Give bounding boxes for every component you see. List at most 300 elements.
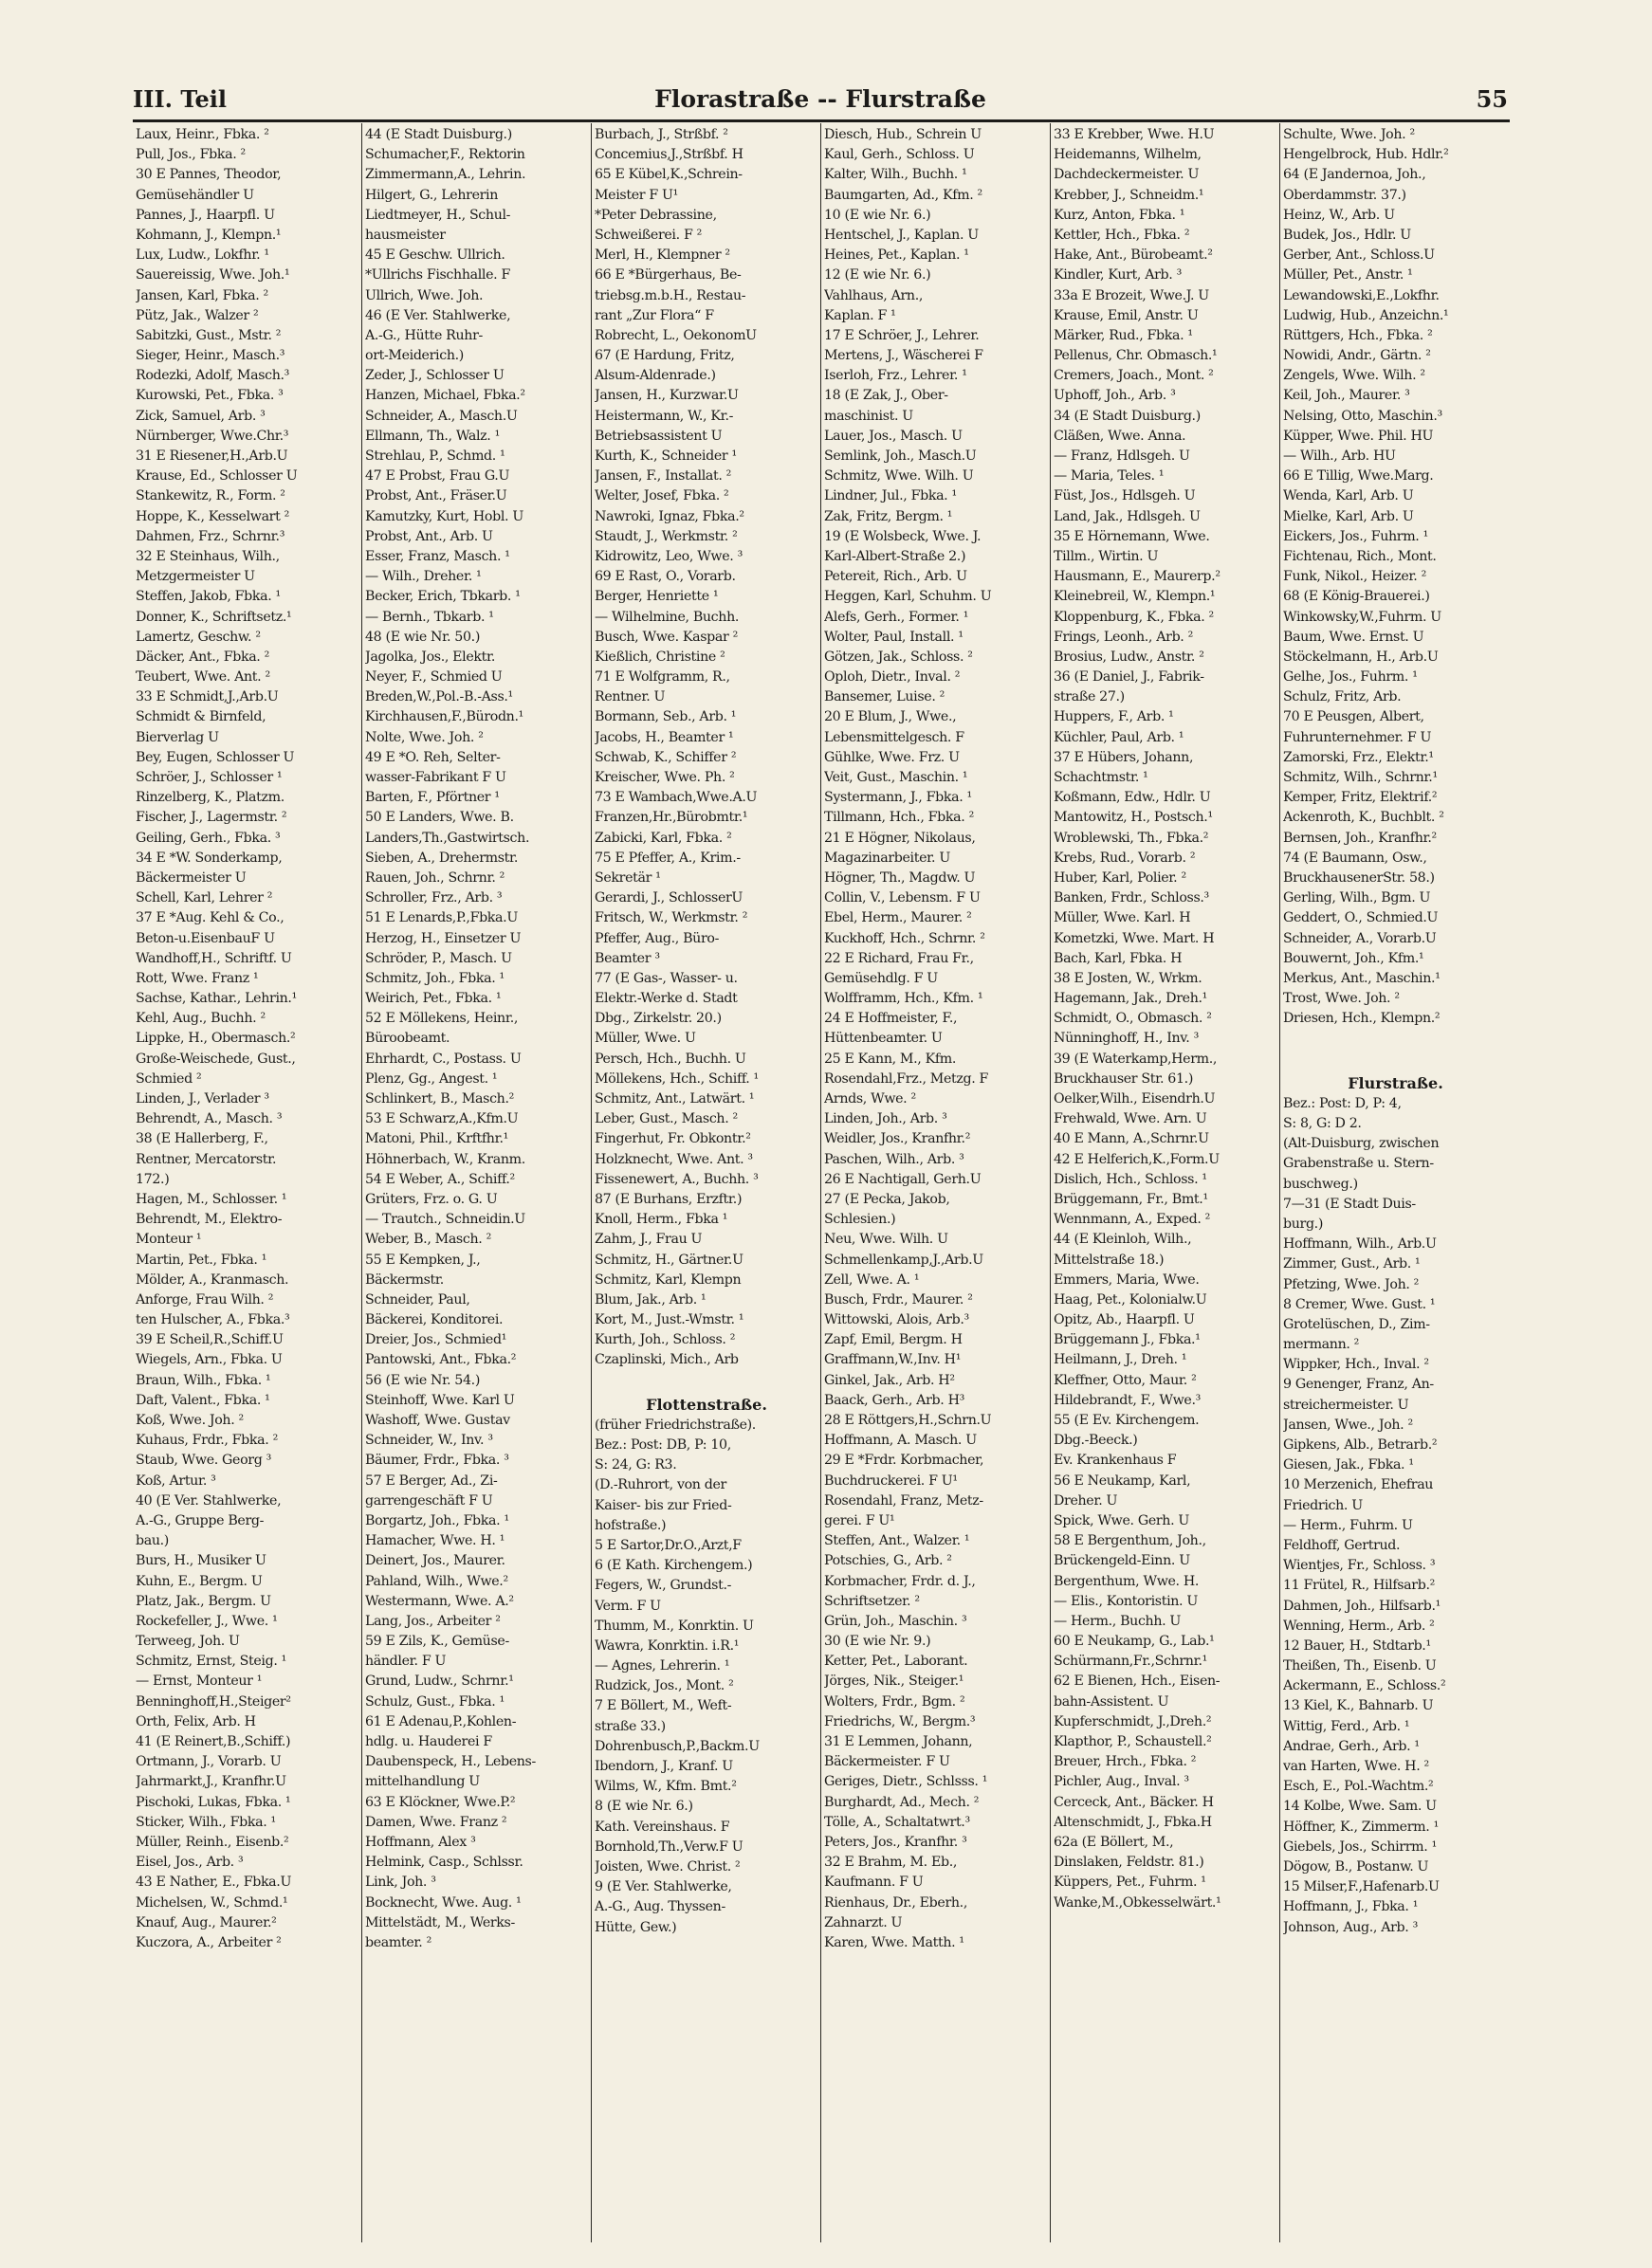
- directory-entry: Kaufmann. F U: [824, 1875, 924, 1891]
- directory-entry: Liedtmeyer, H., Schul-: [365, 207, 511, 223]
- directory-entry: Beton-u.EisenbauF U: [136, 930, 275, 946]
- directory-entry: Bernsen, Joh., Kranfhr.²: [1283, 830, 1437, 846]
- directory-entry: mittelhandlung U: [365, 1774, 480, 1790]
- directory-entry: 29 E *Frdr. Korbmacher,: [824, 1453, 984, 1469]
- directory-entry: Bormann, Seb., Arb. ¹: [595, 709, 737, 725]
- directory-entry: Monteur ¹: [136, 1232, 202, 1248]
- directory-entry: Fuhrunternehmer. F U: [1283, 729, 1432, 745]
- directory-entry: Rentner. U: [595, 689, 666, 705]
- directory-entry: — Herm., Fuhrm. U: [1283, 1517, 1413, 1533]
- directory-entry: Huber, Karl, Polier. ²: [1054, 869, 1186, 886]
- directory-entry: Kalter, Wilh., Buchh. ¹: [824, 167, 967, 183]
- directory-entry: Hilgert, G., Lehrerin: [365, 187, 499, 203]
- directory-entry: Ehrhardt, C., Postass. U: [365, 1051, 522, 1067]
- directory-entry: (D.-Ruhrort, von der: [595, 1477, 726, 1493]
- directory-entry: Paschen, Wilh., Arb. ³: [824, 1151, 964, 1167]
- directory-entry: Gelhe, Jos., Fuhrm. ¹: [1283, 669, 1418, 686]
- directory-entry: 43 E Nather, E., Fbka.U: [136, 1875, 292, 1891]
- directory-entry: Heines, Pet., Kaplan. ¹: [824, 247, 969, 264]
- directory-entry: buschweg.): [1283, 1176, 1358, 1192]
- directory-entry: Nawroki, Ignaz, Fbka.²: [595, 508, 744, 524]
- directory-entry: 69 E Rast, O., Vorarb.: [595, 569, 736, 585]
- directory-entry: Hagen, M., Schlosser. ¹: [136, 1191, 287, 1207]
- directory-entry: 33 E Krebber, Wwe. H.U: [1054, 127, 1215, 142]
- directory-entry: Daft, Valent., Fbka. ¹: [136, 1392, 270, 1408]
- directory-entry: garrengeschäft F U: [365, 1492, 493, 1509]
- directory-entry: Bäckermstr.: [365, 1271, 444, 1288]
- directory-entry: Ketter, Pet., Laborant.: [824, 1654, 968, 1670]
- directory-entry: Dreher. U: [1054, 1492, 1118, 1509]
- directory-entry: Weirich, Pet., Fbka. ¹: [365, 991, 502, 1007]
- directory-entry: Hengelbrock, Hub. Hdlr.²: [1283, 147, 1449, 163]
- directory-entry: Kaiser- bis zur Fried-: [595, 1497, 732, 1513]
- directory-entry: Klapthor, P., Schaustell.²: [1054, 1734, 1212, 1749]
- directory-entry: straße 27.): [1054, 689, 1125, 705]
- directory-entry: Bey, Eugen, Schlosser U: [136, 749, 295, 765]
- directory-entry: Gerling, Wilh., Bgm. U: [1283, 890, 1431, 906]
- directory-entry: Müller, Pet., Anstr. ¹: [1283, 267, 1413, 284]
- directory-entry: Jacobs, H., Beamter ¹: [595, 729, 734, 745]
- directory-entry: Schröer, J., Schlosser ¹: [136, 770, 283, 785]
- directory-entry: bau.): [136, 1533, 169, 1549]
- directory-entry: Hanzen, Michael, Fbka.²: [365, 388, 525, 404]
- directory-entry: Kath. Vereinshaus. F: [595, 1819, 730, 1835]
- directory-entry: wasser-Fabrikant F U: [365, 770, 506, 785]
- directory-entry: Pischoki, Lukas, Fbka. ¹: [136, 1794, 291, 1810]
- directory-entry: 63 E Klöckner, Wwe.P.²: [365, 1794, 516, 1810]
- directory-entry: Fischer, J., Lagermstr. ²: [136, 810, 287, 826]
- directory-entry: 52 E Möllekens, Heinr.,: [365, 1011, 519, 1027]
- directory-entry: händler. F U: [365, 1654, 447, 1670]
- directory-entry: Mölder, A., Kranmasch.: [136, 1271, 289, 1288]
- directory-entry: Linden, J., Verlader ³: [136, 1091, 269, 1107]
- directory-entry: Becker, Erich, Tbkarb. ¹: [365, 589, 521, 605]
- directory-entry: Feldhoff, Gertrud.: [1283, 1537, 1401, 1553]
- directory-entry: Burbach, J., Strßbf. ²: [595, 127, 728, 142]
- directory-entry: mermann. ²: [1283, 1337, 1360, 1353]
- directory-entry: Breden,W.,Pol.-B.-Ass.¹: [365, 689, 513, 705]
- directory-entry: Beamter ³: [595, 950, 660, 966]
- directory-entry: Rauen, Joh., Schrnr. ²: [365, 869, 505, 886]
- directory-entry: Brückengeld-Einn. U: [1054, 1553, 1190, 1569]
- directory-entry: Neyer, F., Schmied U: [365, 669, 503, 686]
- directory-entry: Fegers, W., Grundst.-: [595, 1578, 732, 1594]
- directory-entry: Bruckhauser Str. 61.): [1054, 1070, 1194, 1087]
- directory-entry: Schmitz, H., Gärtner.U: [595, 1252, 743, 1268]
- directory-entry: Dislich, Hch., Schloss. ¹: [1054, 1171, 1207, 1187]
- directory-entry: 53 E Schwarz,A.,Kfm.U: [365, 1111, 519, 1127]
- directory-entry: — Agnes, Lehrerin. ¹: [595, 1658, 730, 1674]
- directory-entry: 40 E Mann, A.,Schrnr.U: [1054, 1131, 1209, 1147]
- directory-entry: 45 E Geschw. Ullrich.: [365, 247, 505, 264]
- directory-entry: Landers,Th.,Gastwirtsch.: [365, 830, 530, 846]
- directory-entry: Wittowski, Alois, Arb.³: [824, 1312, 969, 1328]
- directory-entry: 9 Genenger, Franz, An-: [1283, 1377, 1434, 1393]
- directory-entry: Schriftsetzer. ²: [824, 1593, 920, 1609]
- directory-entry: Brüggemann J., Fbka.¹: [1054, 1332, 1201, 1348]
- directory-entry: Nelsing, Otto, Maschin.³: [1283, 408, 1442, 424]
- directory-entry: Krause, Emil, Anstr. U: [1054, 307, 1199, 323]
- directory-entry: 35 E Hörnemann, Wwe.: [1054, 528, 1210, 544]
- directory-entry: Füst, Jos., Hdlsgeh. U: [1054, 488, 1196, 504]
- directory-entry: Blum, Jak., Arb. ¹: [595, 1291, 707, 1308]
- directory-entry: Hoffmann, Wilh., Arb.U: [1283, 1236, 1437, 1253]
- directory-entry: Systermann, J., Fbka. ¹: [824, 790, 972, 806]
- directory-entry: 27 (E Pecka, Jakob,: [824, 1191, 950, 1207]
- directory-entry: Bach, Karl, Fbka. H: [1054, 950, 1183, 966]
- directory-entry: Brosius, Ludw., Anstr. ²: [1054, 649, 1204, 665]
- directory-entry: (früher Friedrichstraße).: [595, 1417, 756, 1433]
- directory-entry: 57 E Berger, Ad., Zi-: [365, 1472, 498, 1489]
- directory-entry: 48 (E wie Nr. 50.): [365, 629, 481, 645]
- directory-entry: Herzog, H., Einsetzer U: [365, 930, 522, 946]
- directory-entry: 36 (E Daniel, J., Fabrik-: [1054, 669, 1204, 686]
- directory-entry: Michelsen, W., Schmd.¹: [136, 1894, 288, 1911]
- directory-entry: Schürmann,Fr.,Schrnr.¹: [1054, 1654, 1207, 1670]
- directory-entry: Plenz, Gg., Angest. ¹: [365, 1070, 498, 1087]
- directory-entry: Sieger, Heinr., Masch.³: [136, 348, 285, 364]
- directory-entry: Alsum-Aldenrade.): [595, 368, 716, 384]
- directory-entry: Barten, F., Pförtner ¹: [365, 790, 500, 806]
- directory-entry: 10 (E wie Nr. 6.): [824, 207, 931, 223]
- directory-entry: — Wilh., Arb. HU: [1283, 448, 1396, 464]
- directory-entry: hausmeister: [365, 227, 446, 243]
- directory-entry: Steffen, Jakob, Fbka. ¹: [136, 589, 281, 605]
- directory-entry: 51 E Lenards,P.,Fbka.U: [365, 910, 518, 926]
- directory-entry: Koßmann, Edw., Hdlr. U: [1054, 790, 1211, 806]
- directory-entry: Behrendt, A., Masch. ³: [136, 1111, 283, 1127]
- directory-entry: Högner, Th., Magdw. U: [824, 869, 976, 886]
- directory-entry: Ev. Krankenhaus F: [1054, 1453, 1177, 1469]
- directory-entry: 65 E Kübel,K.,Schrein-: [595, 167, 743, 183]
- directory-entry: Ackermann, E., Schloss.²: [1283, 1678, 1446, 1694]
- directory-entry: Schmidt, O., Obmasch. ²: [1054, 1011, 1212, 1027]
- directory-entry: Wawra, Konrktin. i.R.¹: [595, 1637, 740, 1654]
- directory-entry: Hausmann, E., Maurerp.²: [1054, 569, 1221, 585]
- directory-entry: 38 (E Hallerberg, F.,: [136, 1131, 268, 1147]
- directory-entry: Grotelüschen, D., Zim-: [1283, 1316, 1430, 1332]
- directory-entry: Pahland, Wilh., Wwe.²: [365, 1573, 508, 1589]
- directory-entry: Diesch, Hub., Schrein U: [824, 127, 982, 142]
- directory-entry: S: 8, G: D 2.: [1283, 1116, 1362, 1131]
- directory-entry: Iserloh, Frz., Lehrer. ¹: [824, 368, 967, 384]
- directory-entry: Rinzelberg, K., Platzm.: [136, 790, 285, 806]
- directory-entry: Kehl, Aug., Buchh. ²: [136, 1011, 266, 1027]
- directory-entry: Daubenspeck, H., Lebens-: [365, 1754, 536, 1770]
- directory-entry: 62a (E Böllert, M.,: [1054, 1834, 1174, 1850]
- directory-entry: Banken, Frdr., Schloss.³: [1054, 890, 1209, 906]
- directory-entry: Kleinebreil, W., Klempn.¹: [1054, 589, 1216, 605]
- directory-entry: Winkowsky,W.,Fuhrm. U: [1283, 609, 1441, 625]
- directory-entry: Mielke, Karl, Arb. U: [1283, 508, 1414, 524]
- directory-entry: Grüters, Frz. o. G. U: [365, 1191, 498, 1207]
- directory-entry: Schlesien.): [824, 1212, 896, 1228]
- directory-entry: — Wilh., Dreher. ¹: [365, 569, 482, 585]
- directory-entry: Hentschel, J., Kaplan. U: [824, 227, 979, 243]
- directory-entry: Bouwernt, Joh., Kfm.¹: [1283, 950, 1424, 966]
- directory-entry: Heilmann, J., Dreh. ¹: [1054, 1352, 1187, 1368]
- directory-entry: Ellmann, Th., Walz. ¹: [365, 428, 500, 444]
- directory-entry: 39 E Scheil,R.,Schiff.U: [136, 1332, 284, 1348]
- directory-entry: Cremers, Joach., Mont. ²: [1054, 368, 1214, 384]
- directory-entry: Nürnberger, Wwe.Chr.³: [136, 428, 289, 444]
- directory-entry: Zick, Samuel, Arb. ³: [136, 408, 266, 424]
- directory-entry: A.-G., Hütte Ruhr-: [365, 327, 483, 343]
- directory-entry: Mittelstädt, M., Werks-: [365, 1914, 515, 1930]
- directory-entry: Johnson, Aug., Arb. ³: [1283, 1919, 1418, 1935]
- directory-entry: Nünninghoff, H., Inv. ³: [1054, 1031, 1199, 1047]
- directory-entry: — Ernst, Monteur ¹: [136, 1674, 263, 1690]
- directory-entry: Dinslaken, Feldstr. 81.): [1054, 1855, 1204, 1871]
- directory-entry: Lippke, H., Obermasch.²: [136, 1031, 296, 1047]
- directory-entry: Probst, Ant., Arb. U: [365, 528, 493, 544]
- directory-entry: Krebber, J., Schneidm.¹: [1054, 187, 1204, 203]
- directory-entry: Oploh, Dietr., Inval. ²: [824, 669, 961, 686]
- directory-entry: Rudzick, Jos., Mont. ²: [595, 1678, 734, 1694]
- directory-entry: 39 (E Waterkamp,Herm.,: [1054, 1051, 1218, 1067]
- directory-entry: Eisel, Jos., Arb. ³: [136, 1855, 244, 1871]
- directory-entry: 54 E Weber, A., Schiff.²: [365, 1171, 515, 1187]
- directory-entry: rant „Zur Flora“ F: [595, 307, 714, 323]
- directory-entry: Kaplan. F ¹: [824, 307, 896, 323]
- directory-entry: Platz, Jak., Bergm. U: [136, 1593, 271, 1609]
- directory-entry: — Maria, Teles. ¹: [1054, 468, 1165, 485]
- directory-entry: Geddert, O., Schmied.U: [1283, 910, 1439, 926]
- directory-entry: 32 E Brahm, M. Eb.,: [824, 1855, 958, 1871]
- directory-entry: Deinert, Jos., Maurer.: [365, 1553, 505, 1569]
- directory-entry: 15 Milser,F.,Hafenarb.U: [1283, 1879, 1440, 1895]
- directory-entry: Wroblewski, Th., Fbka.²: [1054, 830, 1209, 846]
- directory-entry: Probst, Ant., Fräser.U: [365, 488, 507, 504]
- directory-entry: Bez.: Post: D, P: 4,: [1283, 1095, 1402, 1111]
- directory-entry: Baack, Gerh., Arb. H³: [824, 1392, 964, 1408]
- directory-entry: 30 (E wie Nr. 9.): [824, 1634, 931, 1650]
- directory-entry: Funk, Nikol., Heizer. ²: [1283, 569, 1426, 585]
- directory-entry: Gemüsehändler U: [136, 187, 254, 203]
- directory-entry: Hoffmann, A. Masch. U: [824, 1433, 977, 1449]
- directory-entry: Ludwig, Hub., Anzeichn.¹: [1283, 307, 1449, 323]
- directory-entry: Schulte, Wwe. Joh. ²: [1283, 127, 1415, 142]
- directory-entry: Schwab, K., Schiffer ²: [595, 749, 737, 765]
- directory-entry: — Wilhelmine, Buchh.: [595, 609, 740, 625]
- directory-entry: Staudt, J., Werkmstr. ²: [595, 528, 738, 544]
- directory-entry: Jansen, Wwe., Joh. ²: [1283, 1417, 1413, 1433]
- directory-entry: Sachse, Kathar., Lehrin.¹: [136, 991, 297, 1007]
- directory-entry: Müller, Reinh., Eisenb.²: [136, 1834, 289, 1850]
- directory-entry: Schmitz, Wwe. Wilh. U: [824, 468, 974, 485]
- directory-entry: Küpper, Wwe. Phil. HU: [1283, 428, 1434, 444]
- directory-entry: straße 33.): [595, 1718, 666, 1734]
- directory-entry: Zeder, J., Schlosser U: [365, 368, 505, 384]
- directory-entry: *Ullrichs Fischhalle. F: [365, 267, 510, 284]
- directory-entry: Märker, Rud., Fbka. ¹: [1054, 327, 1193, 343]
- directory-entry: Pellenus, Chr. Obmasch.¹: [1054, 348, 1218, 364]
- directory-entry: Lebensmittelgesch. F: [824, 729, 964, 745]
- directory-entry: 59 E Zils, K., Gemüse-: [365, 1634, 509, 1650]
- directory-entry: Spick, Wwe. Gerh. U: [1054, 1512, 1190, 1528]
- directory-entry: 56 E Neukamp, Karl,: [1054, 1472, 1191, 1489]
- directory-entry: Driesen, Hch., Klempn.²: [1283, 1011, 1441, 1027]
- directory-entry: Schmitz, Joh., Fbka. ¹: [365, 970, 505, 986]
- directory-entry: Heggen, Karl, Schuhm. U: [824, 589, 992, 605]
- directory-entry: 37 E Hübers, Johann,: [1054, 749, 1194, 765]
- directory-entry: Dbg.-Beeck.): [1054, 1433, 1138, 1449]
- directory-entry: Graffmann,W.,Inv. H¹: [824, 1352, 962, 1368]
- directory-entry: Pannes, J., Haarpfl. U: [136, 207, 275, 223]
- directory-entry: Wientjes, Fr., Schloss. ³: [1283, 1558, 1436, 1574]
- directory-entry: Hütte, Gew.): [595, 1919, 677, 1935]
- directory-entry: Steinhoff, Wwe. Karl U: [365, 1392, 515, 1408]
- directory-entry: Rentner, Mercatorstr.: [136, 1151, 277, 1167]
- directory-entry: Holzknecht, Wwe. Ant. ³: [595, 1151, 753, 1167]
- directory-entry: Kindler, Kurt, Arb. ³: [1054, 267, 1182, 284]
- directory-entry: Kurz, Anton, Fbka. ¹: [1054, 207, 1185, 223]
- columns-container: [133, 123, 1510, 2242]
- directory-entry: Sekretär ¹: [595, 869, 661, 886]
- directory-entry: Lamertz, Geschw. ²: [136, 629, 261, 645]
- directory-entry: Zimmermann,A., Lehrin.: [365, 167, 526, 183]
- directory-entry: Dachdeckermeister. U: [1054, 167, 1200, 183]
- directory-entry: Altenschmidt, J., Fbka.H: [1054, 1814, 1212, 1830]
- directory-entry: 74 (E Baumann, Osw.,: [1283, 850, 1427, 866]
- directory-entry: Hoffmann, Alex ³: [365, 1834, 476, 1850]
- directory-entry: Sauereissig, Wwe. Joh.¹: [136, 267, 290, 284]
- directory-entry: Koß, Wwe. Joh. ²: [136, 1413, 244, 1428]
- directory-entry: 49 E *O. Reh, Selter-: [365, 749, 501, 765]
- directory-entry: 56 (E wie Nr. 54.): [365, 1372, 481, 1388]
- directory-entry: 20 E Blum, J., Wwe.,: [824, 709, 957, 725]
- directory-entry: Lang, Jos., Arbeiter ²: [365, 1613, 501, 1629]
- directory-entry: Rienhaus, Dr., Eberh.,: [824, 1894, 967, 1911]
- directory-entry: Wennmann, A., Exped. ²: [1054, 1212, 1211, 1228]
- directory-entry: Höffner, K., Zimmerm. ¹: [1283, 1819, 1439, 1835]
- column-6: [1280, 123, 1510, 2242]
- column-5: [1051, 123, 1280, 2242]
- directory-entry: Laux, Heinr., Fbka. ²: [136, 127, 269, 142]
- directory-entry: Schneider, A., Masch.U: [365, 408, 518, 424]
- directory-entry: Kurth, Joh., Schloss. ²: [595, 1332, 736, 1348]
- directory-entry: Pull, Jos., Fbka. ²: [136, 147, 246, 163]
- directory-entry: Schachtmstr. ¹: [1054, 770, 1148, 785]
- directory-entry: Schlinkert, B., Masch.²: [365, 1091, 514, 1107]
- directory-entry: Hoffmann, J., Fbka. ¹: [1283, 1899, 1419, 1915]
- directory-entry: Wenda, Karl, Arb. U: [1283, 488, 1414, 504]
- directory-entry: Cerceck, Ant., Bäcker. H: [1054, 1794, 1214, 1810]
- directory-entry: 25 E Kann, M., Kfm.: [824, 1051, 957, 1067]
- directory-entry: 87 (E Burhans, Erzftr.): [595, 1191, 743, 1207]
- directory-entry: Wolters, Frdr., Bgm. ²: [824, 1693, 965, 1710]
- directory-entry: 17 E Schröer, J., Lehrer.: [824, 327, 980, 343]
- directory-entry: 34 (E Stadt Duisburg.): [1054, 408, 1201, 424]
- directory-entry: Huppers, F., Arb. ¹: [1054, 709, 1174, 725]
- directory-entry: Zengels, Wwe. Wilh. ²: [1283, 368, 1425, 384]
- directory-entry: streichermeister. U: [1283, 1397, 1409, 1413]
- directory-entry: Bansemer, Luise. ²: [824, 689, 945, 705]
- directory-entry: Kaul, Gerh., Schloss. U: [824, 147, 975, 163]
- directory-entry: Heidemanns, Wilhelm,: [1054, 147, 1202, 163]
- directory-entry: Uphoff, Joh., Arb. ³: [1054, 388, 1176, 404]
- directory-entry: Zell, Wwe. A. ¹: [824, 1271, 920, 1288]
- directory-entry: 7—31 (E Stadt Duis-: [1283, 1196, 1416, 1212]
- directory-entry: Grabenstraße u. Stern-: [1283, 1156, 1434, 1172]
- directory-entry: gerei. F U¹: [824, 1512, 895, 1528]
- directory-entry: Sticker, Wilh., Fbka. ¹: [136, 1814, 276, 1830]
- directory-entry: Jahrmarkt,J., Kranfhr.U: [136, 1774, 286, 1790]
- directory-entry: Kemper, Fritz, Elektrif.²: [1283, 790, 1438, 806]
- directory-entry: Zahnarzt. U: [824, 1914, 903, 1930]
- directory-entry: Trost, Wwe. Joh. ²: [1283, 991, 1400, 1007]
- directory-entry: Kuczora, A., Arbeiter ²: [136, 1934, 282, 1950]
- directory-entry: Kidrowitz, Leo, Wwe. ³: [595, 548, 743, 564]
- directory-entry: Metzgermeister U: [136, 569, 255, 585]
- directory-entry: Korbmacher, Frdr. d. J.,: [824, 1573, 976, 1589]
- directory-entry: Kuhn, E., Bergm. U: [136, 1573, 263, 1589]
- directory-entry: Robrecht, L., OekonomU: [595, 327, 757, 343]
- directory-entry: Rosendahl, Franz, Metz-: [824, 1492, 983, 1509]
- directory-entry: Lewandowski,E.,Lokfhr.: [1283, 287, 1440, 303]
- directory-entry: Schmitz, Karl, Klempn: [595, 1271, 742, 1288]
- directory-entry: Dahmen, Joh., Hilfsarb.¹: [1283, 1598, 1441, 1614]
- directory-entry: Budek, Jos., Hdlr. U: [1283, 227, 1411, 243]
- directory-entry: Welter, Josef, Fbka. ²: [595, 488, 729, 504]
- directory-entry: 44 (E Kleinloh, Wilh.,: [1054, 1232, 1192, 1248]
- directory-entry: — Trautch., Schneidin.U: [365, 1212, 525, 1228]
- directory-entry: Breuer, Hrch., Fbka. ²: [1054, 1754, 1197, 1770]
- directory-entry: 55 E Kempken, J.,: [365, 1252, 481, 1268]
- directory-entry: 77 (E Gas-, Wasser- u.: [595, 970, 738, 986]
- directory-entry: bahn-Assistent. U: [1054, 1693, 1169, 1710]
- directory-entry: Stöckelmann, H., Arb.U: [1283, 649, 1439, 665]
- directory-entry: Zak, Fritz, Bergm. ¹: [824, 508, 953, 524]
- directory-entry: Kohmann, J., Klempn.¹: [136, 227, 282, 243]
- directory-entry: Wenning, Herm., Arb. ²: [1283, 1618, 1435, 1634]
- directory-entry: Kleffner, Otto, Maur. ²: [1054, 1372, 1197, 1388]
- directory-entry: Ackenroth, K., Buchblt. ²: [1283, 810, 1444, 826]
- directory-entry: Kometzki, Wwe. Mart. H: [1054, 930, 1215, 946]
- directory-entry: Bocknecht, Wwe. Aug. ¹: [365, 1894, 522, 1911]
- header-rule: [133, 119, 1510, 122]
- directory-entry: Wolter, Paul, Install. ¹: [824, 629, 964, 645]
- directory-entry: Höhnerbach, W., Kranm.: [365, 1151, 525, 1167]
- directory-entry: 6 (E Kath. Kirchengem.): [595, 1558, 753, 1574]
- directory-entry: 21 E Högner, Nikolaus,: [824, 830, 976, 846]
- directory-entry: Friedrich. U: [1283, 1497, 1363, 1513]
- directory-entry: Linden, Joh., Arb. ³: [824, 1111, 947, 1127]
- directory-entry: Geiling, Gerh., Fbka. ³: [136, 830, 281, 846]
- directory-entry: 38 E Josten, W., Wrkm.: [1054, 970, 1202, 986]
- directory-entry: Weidler, Jos., Kranfhr.²: [824, 1131, 971, 1147]
- directory-entry: Bäumer, Frdr., Fbka. ³: [365, 1453, 509, 1469]
- directory-entry: Behrendt, M., Elektro-: [136, 1212, 283, 1228]
- directory-entry: — Bernh., Tbkarb. ¹: [365, 609, 494, 625]
- directory-entry: 19 (E Wolsbeck, Wwe. J.: [824, 528, 982, 544]
- directory-entry: Kuhaus, Frdr., Fbka. ²: [136, 1433, 278, 1449]
- page-header: [133, 80, 1508, 118]
- column-1: [133, 123, 362, 2242]
- directory-entry: 11 Frütel, R., Hilfsarb.²: [1283, 1578, 1435, 1594]
- directory-entry: Lux, Ludw., Lokfhr. ¹: [136, 247, 269, 264]
- directory-entry: Ullrich, Wwe. Joh.: [365, 287, 484, 303]
- directory-entry: Concemius,J.,Strßbf. H: [595, 147, 743, 163]
- directory-entry: 32 E Steinhaus, Wilh.,: [136, 548, 280, 564]
- directory-entry: 9 (E Ver. Stahlwerke,: [595, 1879, 732, 1895]
- directory-entry: Sieben, A., Drehermstr.: [365, 850, 519, 866]
- directory-entry: Kort, M., Just.-Wmstr. ¹: [595, 1312, 744, 1328]
- directory-entry: Büroobeamt.: [365, 1031, 450, 1047]
- directory-entry: Götzen, Jak., Schloss. ²: [824, 649, 973, 665]
- directory-entry: beamter. ²: [365, 1934, 431, 1950]
- directory-entry: Braun, Wilh., Fbka. ¹: [136, 1372, 271, 1388]
